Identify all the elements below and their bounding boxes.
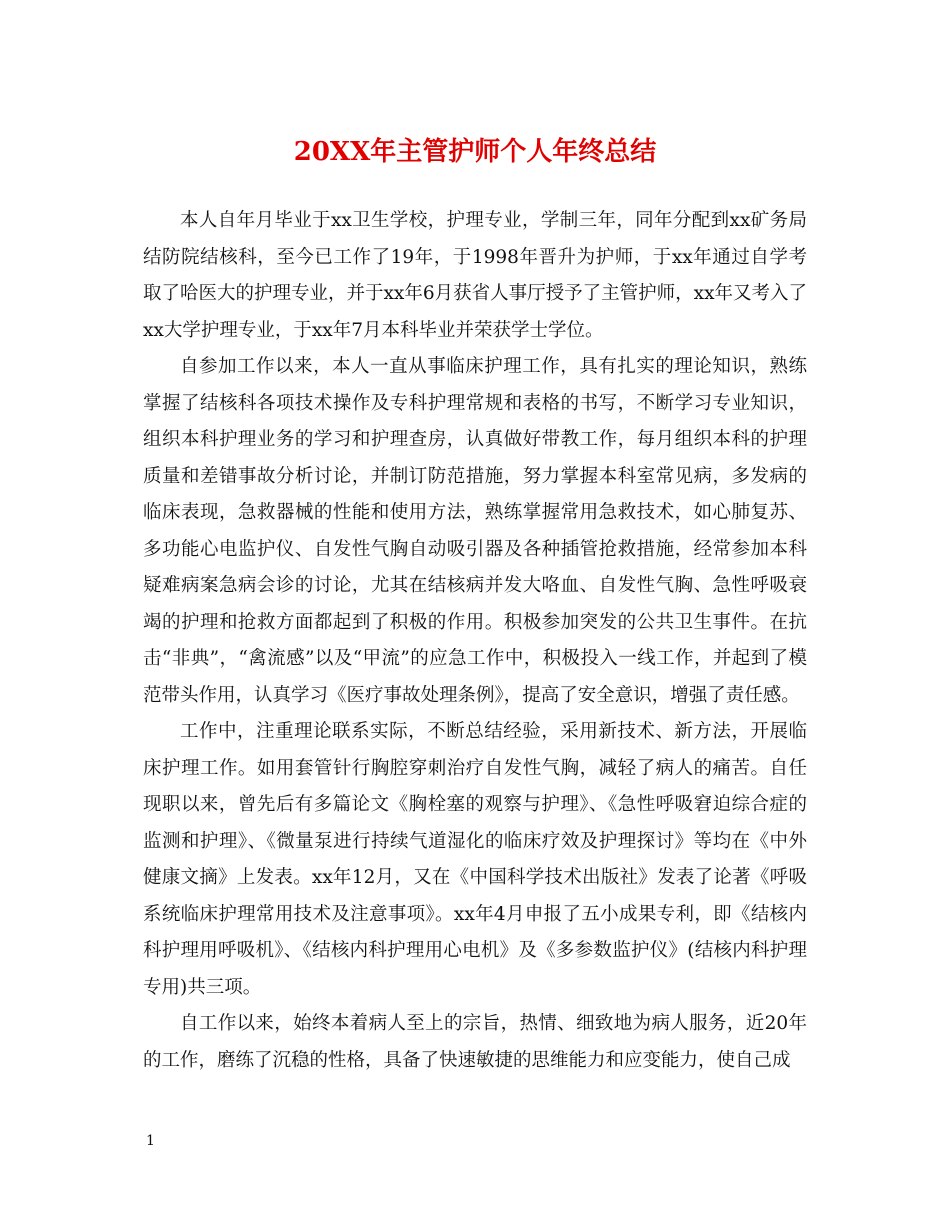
paragraph-1: 本人自年月毕业于xx卫生学校，护理专业，学制三年，同年分配到xx矿务局结防院结核科，至今已工作了19年，于1998年晋升为护师，于xx年通过自学考取了哈医大的护理专业，并于xx年6月获省人事厅授予了主管护师，xx年又考入了xx大学护理专业，于xx年7月本科毕业并荣获学士学位。	[143, 210, 808, 341]
page-number: 1	[146, 1133, 155, 1149]
paragraph-4: 自工作以来，始终本着病人至上的宗旨，热情、细致地为病人服务，近20年的工作，磨练了沉稳的性格，具备了快速敏捷的思维能力和应变能力，使自己成	[143, 1013, 807, 1071]
document-title: 20XX年主管护师个人年终总结	[293, 137, 657, 167]
paragraph-2: 自参加工作以来，本人一直从事临床护理工作，具有扎实的理论知识，熟练掌握了结核科各项技术操作及专科护理常规和表格的书写，不断学习专业知识，组织本科护理业务的学习和护理查房，认真做好带教工作，每月组织本科的护理质量和差错事故分析讨论，并制订防范措施，努力掌握本科室常见病，多发病的临床表现，急救器械的性能和使用方法，熟练掌握常用急救技术，如心肺复苏、多功能心电监护仪、自发性气胸自动吸引器及各种插管抢救措施，经常参加本科疑难病案急病会诊的讨论，尤其在结核病并发大咯血、自发性气胸、急性呼吸衰竭的护理和抢救方面都起到了积极的作用。积极参加突发的公共卫生事件。在抗击“非典”，“禽流感”以及“甲流”的应急工作中，积极投入一线工作，并起到了模范带头作用，认真学习《医疗事故处理条例》，提高了安全意识，增强了责任感。	[143, 356, 807, 706]
paragraph-3: 工作中，注重理论联系实际，不断总结经验，采用新技术、新方法，开展临床护理工作。如用套管针行胸腔穿刺治疗自发性气胸，减轻了病人的痛苦。自任现职以来，曾先后有多篇论文《胸栓塞的观察与护理》、《急性呼吸窘迫综合症的监测和护理》、《微量泵进行持续气道湿化的临床疗效及护理探讨》等均在《中外健康文摘》上发表。xx年12月，又在《中国科学技术出版社》发表了论著《呼吸系统临床护理常用技术及注意事项》。xx年4月申报了五小成果专利，即《结核内科护理用呼吸机》、《结核内科护理用心电机》及《多参数监护仪》(结核内科护理专用)共三项。	[143, 721, 807, 998]
document-body	[143, 203, 807, 1079]
